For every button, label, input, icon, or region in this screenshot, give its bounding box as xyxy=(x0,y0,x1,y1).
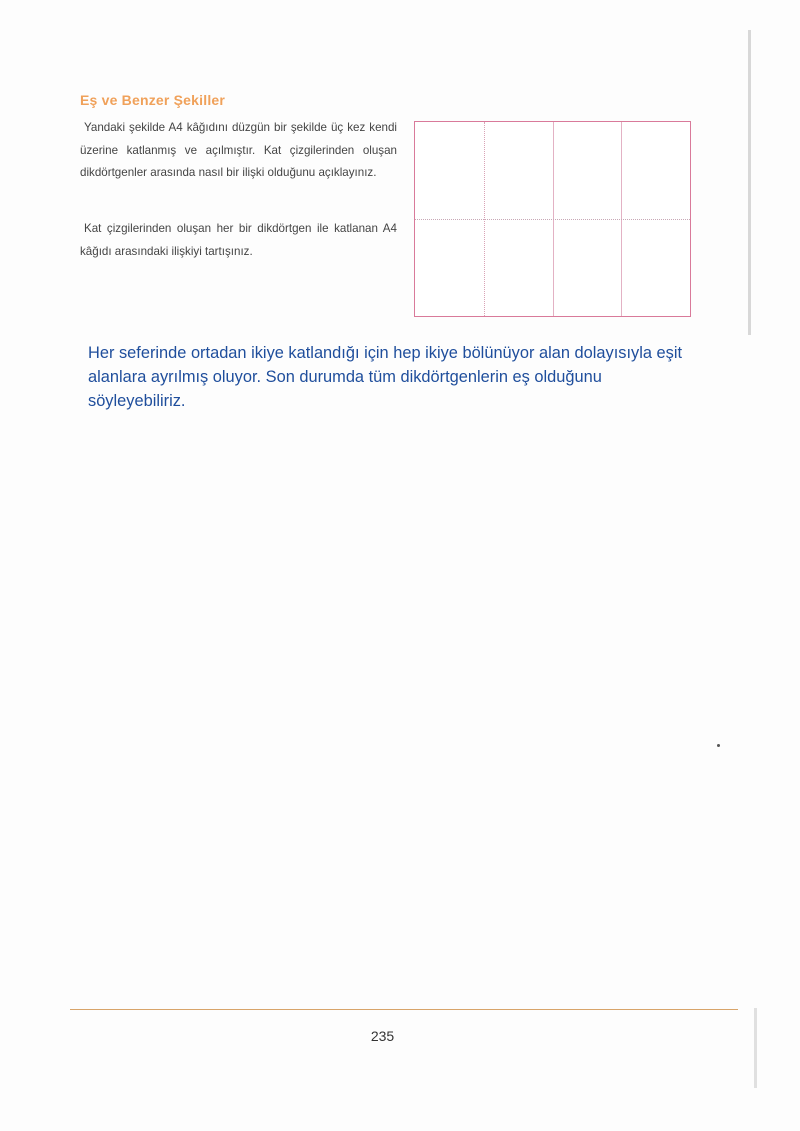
section-title: Eş ve Benzer Şekiller xyxy=(80,92,226,108)
page-edge-shadow xyxy=(748,30,751,335)
page-edge-shadow-bottom xyxy=(754,1008,757,1088)
question-paragraph-1: Yandaki şekilde A4 kâğıdını düzgün bir şekilde üç kez kendi üzerine katlanmış ve açılmıştır. Kat çizgilerinden oluşan dikdörtgenler arasında nasıl bir ilişki olduğunu açıklayınız. xyxy=(80,121,397,179)
scan-speck xyxy=(717,744,720,747)
fold-line-horizontal xyxy=(415,219,690,220)
folded-a4-paper-figure xyxy=(414,121,691,317)
page-number: 235 xyxy=(370,1028,395,1044)
handwritten-answer: Her seferinde ortadan ikiye katlandığı için hep ikiye bölünüyor alan dolayısıyla eşit alanlara ayrılmış oluyor. Son durumda tüm dikdörtgenlerin eş olduğunu söyleyebiliriz. xyxy=(88,344,683,410)
footer-rule xyxy=(70,1009,738,1010)
question-paragraph-2: Kat çizgilerinden oluşan her bir dikdörtgen ile katlanan A4 kâğıdı arasındaki ilişkiyi tartışınız. xyxy=(80,222,397,258)
